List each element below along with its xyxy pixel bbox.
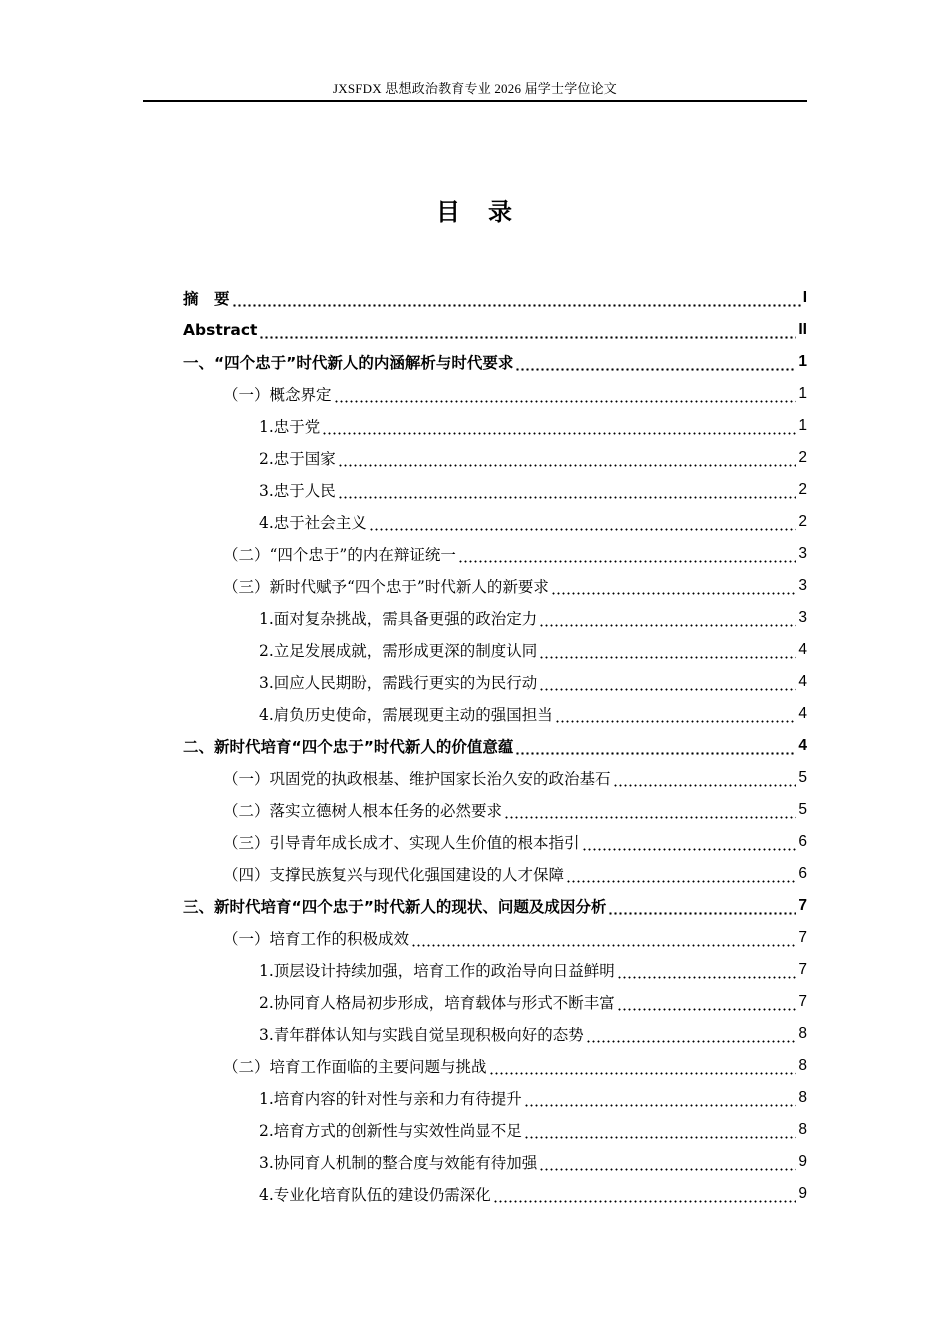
- toc-entry-page: 2: [798, 481, 807, 498]
- toc-dot-leader: [524, 1126, 797, 1140]
- toc-entry-page: 4: [798, 641, 807, 658]
- toc-entry-label: （三）引导青年成长成才、实现人生价值的根本指引: [223, 834, 580, 852]
- toc-entry-page: 5: [798, 769, 807, 786]
- toc-entry-page: 2: [798, 513, 807, 530]
- page-title: 目 录: [436, 198, 514, 226]
- toc-entry-page: 2: [798, 449, 807, 466]
- toc-entry-label: 4.专业化培育队伍的建设仍需深化: [259, 1186, 491, 1204]
- toc-dot-leader: [539, 614, 796, 628]
- toc-entry[interactable]: [183, 954, 807, 986]
- toc-dot-leader: [586, 1030, 797, 1044]
- toc-entry-label: 1.忠于党: [259, 418, 321, 436]
- toc-entry-page: 4: [798, 737, 807, 754]
- toc-entry-page: 7: [798, 993, 807, 1010]
- toc-entry-page: 8: [798, 1025, 807, 1042]
- toc-entry-page: 8: [798, 1057, 807, 1074]
- toc-dot-leader: [539, 646, 796, 660]
- toc-entry-label: 2.立足发展成就，需形成更深的制度认同: [259, 642, 538, 660]
- toc-dot-leader: [411, 934, 796, 948]
- toc-entry-page: 8: [798, 1089, 807, 1106]
- toc-entry[interactable]: [183, 410, 807, 442]
- toc-entry-label: （一）概念界定: [223, 386, 332, 404]
- toc-dot-leader: [493, 1190, 797, 1204]
- toc-entry[interactable]: [183, 634, 807, 666]
- toc-entry-label: 4.忠于社会主义: [259, 514, 367, 532]
- toc-entry-label: 2.培育方式的创新性与实效性尚显不足: [259, 1122, 522, 1140]
- table-of-contents: [183, 282, 807, 1210]
- toc-entry-page: 8: [798, 1121, 807, 1138]
- toc-dot-leader: [489, 1062, 797, 1076]
- toc-entry-label: 1.面对复杂挑战，需具备更强的政治定力: [259, 610, 538, 628]
- toc-entry[interactable]: [183, 314, 807, 346]
- toc-entry-page: 9: [798, 1153, 807, 1170]
- toc-entry-label: （二）落实立德树人根本任务的必然要求: [223, 802, 503, 820]
- toc-entry[interactable]: [183, 762, 807, 794]
- toc-entry-label: （一）巩固党的执政根基、维护国家长治久安的政治基石: [223, 770, 611, 788]
- toc-entry-label: 三、新时代培育“四个忠于”时代新人的现状、问题及成因分析: [183, 898, 607, 916]
- toc-entry-label: 3.协同育人机制的整合度与效能有待加强: [259, 1154, 538, 1172]
- toc-entry[interactable]: [183, 986, 807, 1018]
- toc-entry-page: 6: [798, 833, 807, 850]
- toc-entry[interactable]: [183, 282, 807, 314]
- toc-entry[interactable]: [183, 698, 807, 730]
- toc-entry-label: 4.肩负历史使命，需展现更主动的强国担当: [259, 706, 553, 724]
- toc-entry-label: （二）培育工作面临的主要问题与挑战: [223, 1058, 487, 1076]
- toc-dot-leader: [613, 774, 797, 788]
- toc-entry-page: II: [798, 321, 807, 338]
- toc-dot-leader: [582, 838, 797, 852]
- toc-dot-leader: [259, 326, 796, 340]
- toc-entry-label: 1.顶层设计持续加强，培育工作的政治导向日益鲜明: [259, 962, 615, 980]
- toc-entry-label: 2.协同育人格局初步形成，培育载体与形式不断丰富: [259, 994, 615, 1012]
- toc-entry-label: （一）培育工作的积极成效: [223, 930, 410, 948]
- toc-entry[interactable]: [183, 1050, 807, 1082]
- toc-entry-label: 摘 要: [183, 290, 230, 308]
- toc-entry-page: 1: [798, 353, 807, 370]
- toc-entry-page: 1: [798, 417, 807, 434]
- toc-entry[interactable]: [183, 442, 807, 474]
- toc-dot-leader: [539, 678, 796, 692]
- toc-entry[interactable]: [183, 858, 807, 890]
- toc-dot-leader: [338, 486, 797, 500]
- toc-entry-page: 7: [798, 929, 807, 946]
- toc-entry-page: 5: [798, 801, 807, 818]
- toc-entry-page: 4: [798, 673, 807, 690]
- toc-entry-page: 7: [798, 961, 807, 978]
- toc-entry-label: Abstract: [183, 321, 258, 339]
- toc-entry[interactable]: [183, 602, 807, 634]
- toc-dot-leader: [551, 582, 797, 596]
- toc-entry-label: 二、新时代培育“四个忠于”时代新人的价值意蕴: [183, 738, 514, 756]
- toc-entry-label: 2.忠于国家: [259, 450, 336, 468]
- toc-entry-page: I: [802, 289, 807, 306]
- toc-dot-leader: [555, 710, 797, 724]
- toc-entry-page: 6: [798, 865, 807, 882]
- toc-entry-label: （四）支撑民族复兴与现代化强国建设的人才保障: [223, 866, 565, 884]
- toc-dot-leader: [504, 806, 796, 820]
- toc-entry-label: 3.青年群体认知与实践自觉呈现积极向好的态势: [259, 1026, 584, 1044]
- toc-dot-leader: [524, 1094, 797, 1108]
- toc-entry-page: 7: [798, 897, 807, 914]
- toc-entry[interactable]: [183, 666, 807, 698]
- toc-dot-leader: [232, 294, 801, 308]
- toc-entry[interactable]: [183, 1178, 807, 1210]
- toc-entry[interactable]: [183, 346, 807, 378]
- toc-entry[interactable]: [183, 1082, 807, 1114]
- running-header: JXSFDX 思想政治教育专业 2026 届学士学位论文: [332, 81, 618, 96]
- toc-entry[interactable]: [183, 794, 807, 826]
- toc-entry[interactable]: [183, 890, 807, 922]
- toc-dot-leader: [338, 454, 797, 468]
- toc-dot-leader: [608, 902, 796, 916]
- toc-dot-leader: [369, 518, 797, 532]
- toc-entry[interactable]: [183, 538, 807, 570]
- toc-entry-label: 1.培育内容的针对性与亲和力有待提升: [259, 1090, 522, 1108]
- toc-dot-leader: [617, 998, 797, 1012]
- toc-entry-label: （三）新时代赋予“四个忠于”时代新人的新要求: [223, 578, 549, 596]
- toc-entry[interactable]: [183, 1114, 807, 1146]
- toc-entry-label: 一、“四个忠于”时代新人的内涵解析与时代要求: [183, 354, 514, 372]
- toc-dot-leader: [515, 358, 796, 372]
- toc-entry-label: （二）“四个忠于”的内在辩证统一: [223, 546, 456, 564]
- toc-entry-label: 3.忠于人民: [259, 482, 336, 500]
- toc-entry-page: 9: [798, 1185, 807, 1202]
- toc-entry[interactable]: [183, 1018, 807, 1050]
- toc-entry-page: 3: [798, 545, 807, 562]
- toc-entry[interactable]: [183, 570, 807, 602]
- toc-entry[interactable]: [183, 506, 807, 538]
- toc-entry-page: 4: [798, 705, 807, 722]
- toc-entry[interactable]: [183, 826, 807, 858]
- toc-dot-leader: [334, 390, 797, 404]
- toc-entry-page: 1: [798, 385, 807, 402]
- header-rule: [143, 100, 807, 102]
- toc-entry[interactable]: [183, 474, 807, 506]
- toc-dot-leader: [458, 550, 797, 564]
- toc-entry[interactable]: [183, 922, 807, 954]
- toc-dot-leader: [539, 1158, 796, 1172]
- toc-dot-leader: [566, 870, 796, 884]
- toc-entry-page: 3: [798, 577, 807, 594]
- toc-dot-leader: [322, 422, 796, 436]
- toc-entry-page: 3: [798, 609, 807, 626]
- toc-entry-label: 3.回应人民期盼，需践行更实的为民行动: [259, 674, 538, 692]
- toc-dot-leader: [515, 742, 796, 756]
- toc-entry[interactable]: [183, 1146, 807, 1178]
- toc-dot-leader: [617, 966, 797, 980]
- toc-entry[interactable]: [183, 730, 807, 762]
- toc-entry[interactable]: [183, 378, 807, 410]
